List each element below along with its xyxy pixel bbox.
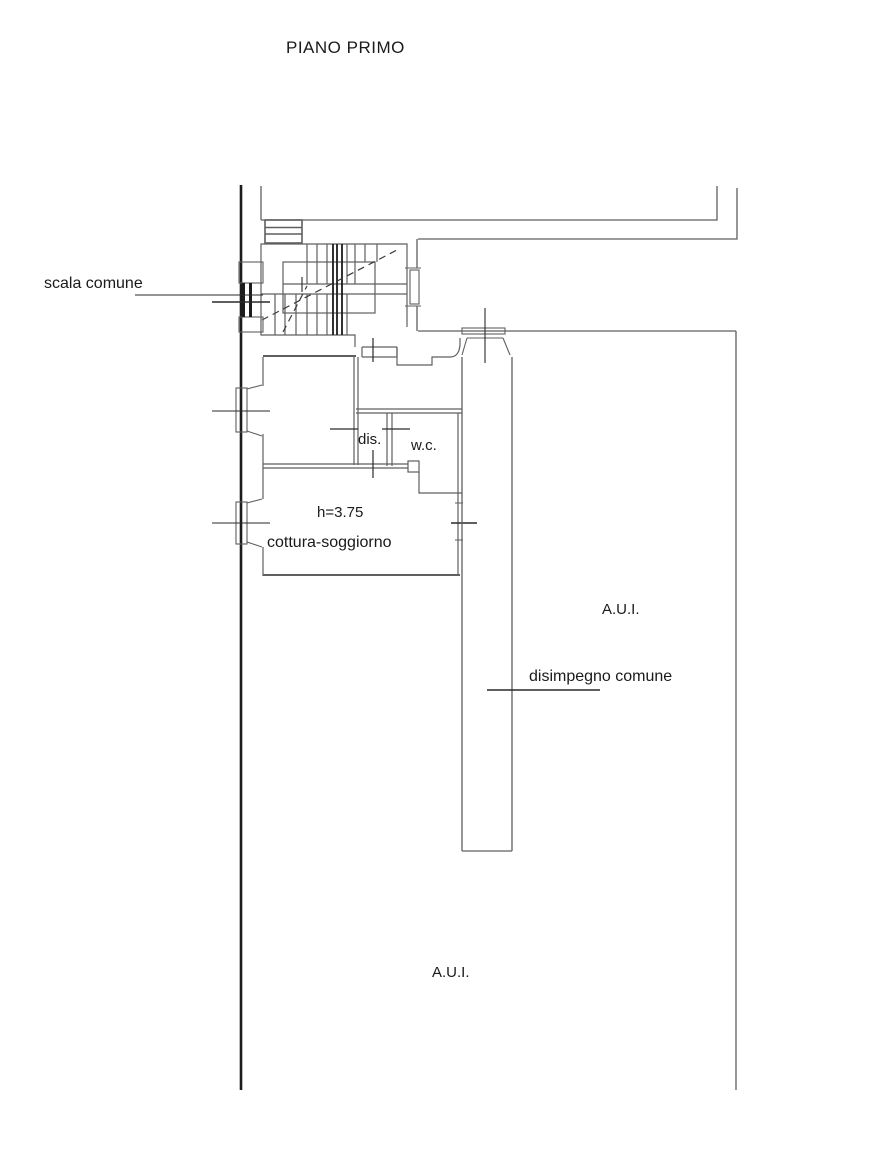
staircase: [261, 244, 407, 347]
outer-walls: [241, 185, 737, 1090]
stair-dark-treads: [333, 244, 342, 335]
label-dis: dis.: [358, 431, 382, 448]
corridor-door-icon: [462, 308, 510, 363]
page-title: PIANO PRIMO: [286, 38, 405, 57]
stair-door-icon: [362, 338, 460, 365]
stair-window-bars: [244, 283, 251, 317]
label-aui-lower: A.U.I.: [432, 964, 470, 981]
corridor-walls: [462, 357, 512, 851]
label-aui-upper: A.U.I.: [602, 601, 640, 618]
label-wc: w.c.: [411, 437, 437, 454]
label-height-note: h=3.75: [317, 504, 364, 521]
stair-window-icon: [135, 262, 270, 332]
cottura-corridor-door-icon: [451, 503, 477, 540]
label-disimpegno-comune: disimpegno comune: [529, 668, 673, 685]
label-cottura-soggiorno: cottura-soggiorno: [267, 534, 392, 551]
label-scala-comune: scala comune: [44, 275, 143, 292]
